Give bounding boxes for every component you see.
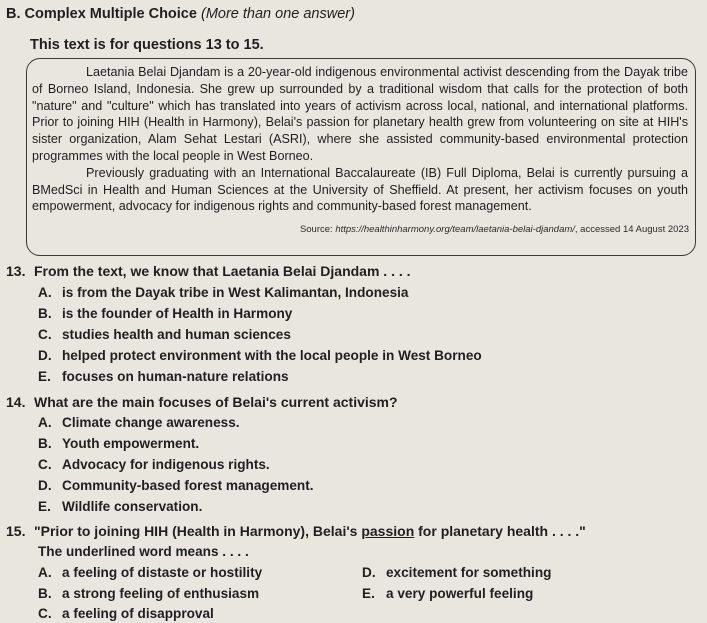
option-letter: D. <box>38 478 52 493</box>
option-letter: A. <box>38 285 52 300</box>
question-number: 15. <box>6 523 26 539</box>
passage-paragraph-1: Laetania Belai Djandam is a 20-year-old indigenous environmental activist descending from the Dayak tribe of Borneo Island, Indonesia. She grew up surrounded by a traditional wisdom that calls for the protection of both "nature" and "culture" which has translated into years of activism across local, national, and international platforms. Prior to joining HIH (Health in Harmony), Belai's passion for planetary health grew from volunteering on site at HIH's sister organization, Alam Sehat Lestari (ASRI), where she assisted community-based environmental protection programmes with the local people in West Borneo. <box>32 65 688 163</box>
option-text: is from the Dayak tribe in West Kalimantan, Indonesia <box>62 285 409 300</box>
option-text: helped protect environment with the local people in West Borneo <box>62 348 482 363</box>
question-15-subtext: The underlined word means . . . . <box>38 544 249 559</box>
option-text: a feeling of distaste or hostility <box>62 565 263 580</box>
option-letter: D. <box>38 348 52 363</box>
section-label: B. <box>6 6 21 22</box>
question-15 <box>6 523 586 539</box>
source-accessed: , accessed 14 August 2023 <box>574 224 689 235</box>
question-number: 14. <box>6 394 26 410</box>
q14-option-a[interactable] <box>38 415 240 430</box>
option-letter: A. <box>38 415 52 430</box>
option-text: is the founder of Health in Harmony <box>62 306 293 321</box>
source-label: Source: <box>299 224 333 235</box>
question-text-after: for planetary health . . . ." <box>414 523 586 539</box>
question-number: 13. <box>6 263 26 279</box>
option-letter: C. <box>38 327 52 342</box>
intro-text: This text is for questions 13 to 15. <box>30 37 264 53</box>
source-citation <box>300 224 689 235</box>
question-text: From the text, we know that Laetania Belai Djandam . . . . <box>34 263 411 279</box>
option-text: Advocacy for indigenous rights. <box>62 457 270 472</box>
q15-option-c[interactable] <box>38 606 214 621</box>
q14-option-d[interactable] <box>38 478 314 493</box>
option-letter: B. <box>38 436 52 451</box>
question-text: What are the main focuses of Belai's current activism? <box>34 394 398 410</box>
q13-option-a[interactable] <box>38 285 408 300</box>
option-text: Climate change awareness. <box>62 415 240 430</box>
underlined-word: passion <box>361 523 415 539</box>
option-letter: E. <box>38 499 51 514</box>
passage <box>32 64 688 215</box>
q14-option-c[interactable] <box>38 457 270 472</box>
question-text-before: "Prior to joining HIH (Health in Harmony), Belai's <box>34 523 362 539</box>
q15-option-d[interactable] <box>362 565 551 580</box>
q15-option-b[interactable] <box>38 586 259 601</box>
option-text: Youth empowerment. <box>62 436 200 451</box>
option-letter: B. <box>38 306 52 321</box>
option-letter: A. <box>38 565 52 580</box>
q13-option-d[interactable] <box>38 348 482 363</box>
option-letter: E. <box>362 586 375 601</box>
q14-option-e[interactable] <box>38 499 202 514</box>
option-text: Wildlife conservation. <box>62 499 203 514</box>
question-14 <box>6 394 398 410</box>
option-letter: D. <box>362 565 376 580</box>
option-text: a very powerful feeling <box>386 586 534 601</box>
q15-option-a[interactable] <box>38 565 262 580</box>
q14-option-b[interactable] <box>38 436 199 451</box>
option-text: Community-based forest management. <box>62 478 314 493</box>
section-note: (More than one answer) <box>200 6 355 22</box>
option-letter: C. <box>38 606 52 621</box>
option-text: focuses on human-nature relations <box>62 369 289 384</box>
section-heading <box>6 6 355 22</box>
q13-option-e[interactable] <box>38 369 289 384</box>
q13-option-c[interactable] <box>38 327 291 342</box>
source-url: https://healthinharmony.org/team/laetania-belai-djandam/ <box>335 224 575 235</box>
option-text: studies health and human sciences <box>62 327 291 342</box>
q13-option-b[interactable] <box>38 306 292 321</box>
q15-option-e[interactable] <box>362 586 533 601</box>
option-letter: B. <box>38 586 52 601</box>
option-text: excitement for something <box>386 565 552 580</box>
section-title: Complex Multiple Choice <box>24 6 197 22</box>
option-letter: C. <box>38 457 52 472</box>
passage-paragraph-2: Previously graduating with an International Baccalaureate (IB) Full Diploma, Belai is currently pursuing a BMedSci in Health and Human Sciences at the University of Sheffield. At present, her activism focuses on youth empowerment, advocacy for indigenous rights and community-based forest management. <box>32 165 688 214</box>
option-letter: E. <box>38 369 51 384</box>
option-text: a feeling of disapproval <box>62 606 214 621</box>
option-text: a strong feeling of enthusiasm <box>62 586 260 601</box>
question-13 <box>6 263 411 279</box>
